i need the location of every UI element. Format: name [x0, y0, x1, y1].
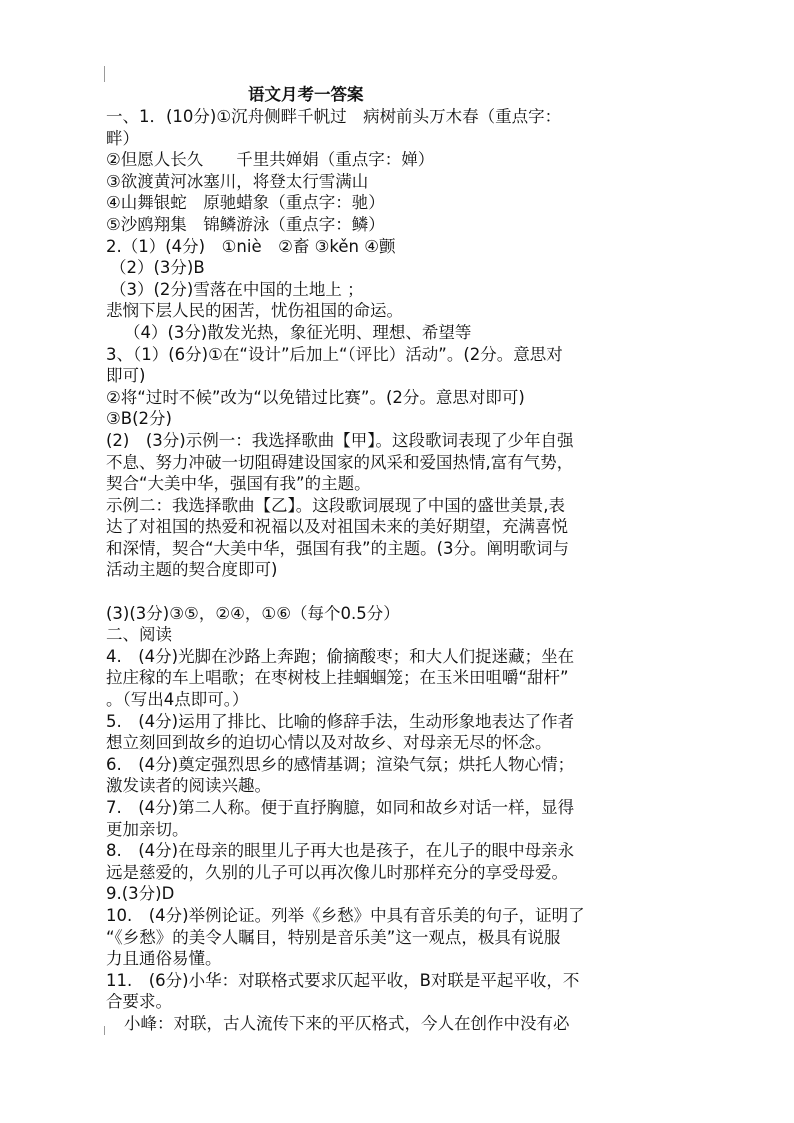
answer-line: (2) (3分)示例一：我选择歌曲【甲】。这段歌词表现了少年自强 — [106, 430, 574, 450]
answer-line: 力且通俗易懂。 — [106, 949, 222, 969]
answer-line: 契合“大美中华，强国有我”的主题。 — [106, 474, 371, 494]
answer-line: 5. (4分)运用了排比、比喻的修辞手法，生动形象地表达了作者 — [106, 711, 575, 731]
margin-mark-bottom — [104, 1026, 105, 1035]
answer-line: 10. (4分)举例论证。列举《乡愁》中具有音乐美的句子，证明了 — [106, 905, 585, 925]
answer-line: 2.（1）(4分) ①niè ②畜 ③kěn ④颤 — [106, 236, 396, 256]
answer-line: 小峰：对联，古人流传下来的平仄格式，今人在创作中没有必 — [124, 1013, 570, 1033]
answer-line: (3)(3分)③⑤，②④，①⑥（每个0.5分） — [106, 603, 400, 623]
answer-line: 9.(3分)D — [106, 884, 175, 904]
answer-line: 一、1．(10分)①沉舟侧畔千帆过 病树前头万木春（重点字： — [106, 107, 562, 126]
answer-line: ⑤沙鸥翔集 锦鳞游泳（重点字：鳞） — [106, 214, 385, 234]
answer-line: 6. (4分)奠定强烈思乡的感情基调；渲染气氛；烘托人物心情； — [106, 754, 575, 774]
answer-line: （4）(3分)散发光热，象征光明、理想、希望等 — [124, 322, 472, 342]
answer-line: 畔） — [106, 128, 139, 148]
answer-line: ④山舞银蛇 原驰蜡象（重点字：驰） — [106, 193, 385, 213]
answer-line: ②但愿人长久 千里共婵娟（重点字：婵） — [106, 150, 435, 170]
answer-line: （2）(3分)B — [110, 258, 205, 278]
answer-line: ②将“过时不候”改为“以免错过比赛”。(2分。意思对即可) — [106, 387, 525, 407]
answer-line: 合要求。 — [106, 992, 172, 1012]
blank-line — [106, 581, 666, 603]
answer-line: 8. (4分)在母亲的眼里儿子再大也是孩子，在儿子的眼中母亲永 — [106, 841, 575, 861]
answer-line: ③B(2分) — [106, 409, 172, 429]
answer-line: “《乡愁》的美令人瞩目，特别是音乐美”这一观点，极具有说服 — [106, 927, 561, 947]
answer-line: （3）(2分)雪落在中国的土地上 ； — [110, 279, 364, 299]
answer-line: 4. (4分)光脚在沙路上奔跑；偷摘酸枣；和大人们捉迷藏；坐在 — [106, 646, 575, 666]
answer-line: 想立刻回到故乡的迫切心情以及对故乡、对母亲无尽的怀念。 — [106, 733, 552, 753]
answer-line: 远是慈爱的，久别的儿子可以再次像儿时那样充分的享受母爱。 — [106, 862, 568, 882]
answer-line: 即可) — [106, 366, 146, 386]
answer-line: 。（写出4点即可。） — [106, 690, 249, 710]
answer-line: 7. (4分)第二人称。便于直抒胸臆，如同和故乡对话一样，显得 — [106, 798, 575, 817]
answer-line: 达了对祖国的热爱和祝福以及对祖国未来的美好期望，充满喜悦 — [106, 517, 568, 537]
answer-line: 二、阅读 — [106, 625, 172, 645]
answer-line: 拉庄稼的车上唱歌；在枣树枝上挂蝈蝈笼；在玉米田咀嚼“甜杆” — [106, 668, 569, 688]
page-title: 语文月考一答案 — [248, 85, 364, 104]
answer-line: 不息、努力冲破一切阻碍建设国家的风采和爱国热情,富有气势， — [106, 452, 574, 472]
answer-line: 更加亲切。 — [106, 819, 189, 839]
answer-line: 活动主题的契合度即可) — [106, 560, 278, 580]
answer-line: ③欲渡黄河冰塞川，将登太行雪满山 — [106, 171, 369, 191]
answer-line: 示例二：我选择歌曲【乙】。这段歌词展现了中国的盛世美景,表 — [106, 495, 565, 515]
answer-line: 11. (6分)小华：对联格式要求仄起平收，B对联是平起平收，不 — [106, 970, 580, 990]
answer-line: 3、（1）(6分)①在“设计”后加上“（评比）活动”。(2分。意思对 — [106, 344, 563, 364]
answer-line: 激发读者的阅读兴趣。 — [106, 776, 271, 796]
margin-mark-top — [104, 66, 105, 82]
answer-content — [106, 106, 666, 1035]
answer-line: 和深情，契合“大美中华，强国有我”的主题。(3分。阐明歌词与 — [106, 538, 570, 558]
answer-line: 悲悯下层人民的困苦，忧伤祖国的命运。 — [106, 301, 403, 321]
